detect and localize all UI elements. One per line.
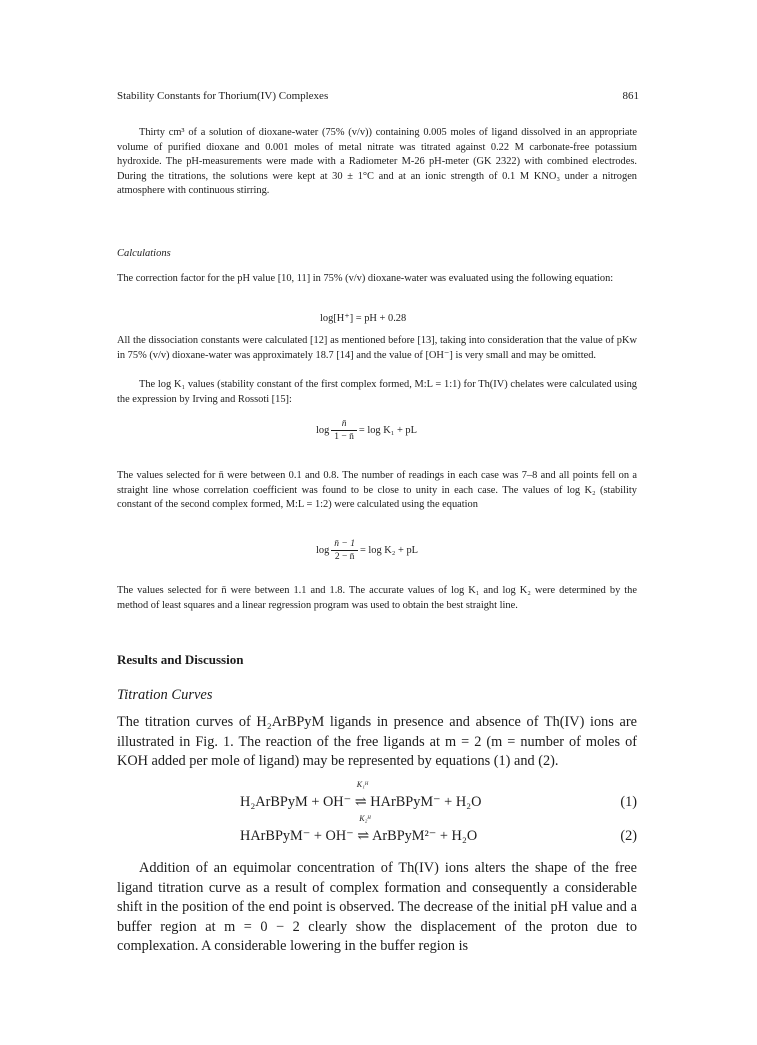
paragraph-thorium-addition: Addition of an equimolar concentration of Th(IV) ions alters the shape of the free ligand titration curve as a result of complex formation and consequently a considerable shift in the position of the end point is observed. The decrease of the initial pH value and a buffer region at m = 0 − 2 clearly show the displacement of the proton due to complexation. A considerable lowering in the buffer region is (117, 860, 637, 954)
running-title: Stability Constants for Thorium(IV) Complexes (117, 90, 329, 102)
paragraph-correction-factor: The correction factor for the pH value [10, 11] in 75% (v/v) dioxane-water was evaluated using the following equation: (117, 273, 614, 284)
paragraph-procedure: Thirty cm³ of a solution of dioxane-water (75% (v/v)) containing 0.005 moles of ligand dissolved in an appropriate volume of purified dioxane and 0.001 moles of metal nitrate was titrated against 0.22 M carbonate-free potassium hydroxide. The pH-measurements were made with a Radiometer M-26 pH-meter (GK 2322) with combined electrodes. During the titrations, the solutions were kept at 30 ± 1°C and at an ionic strength of 0.1 M KNO₃ under a nitrogen atmosphere with continuous stirring. (117, 127, 637, 196)
page-number: 861 (622, 90, 639, 102)
paragraph-titration: The titration curves of H₂ArBPyM ligands in presence and absence of Th(IV) ions are illustrated in Fig. 1. The reaction of the free ligands at m = 2 (m = number of moles of KOH added per mole of ligand) may be represented by equations (1) and (2). (117, 714, 637, 769)
equation-log-h: log[H⁺] = pH + 0.28 (320, 313, 407, 324)
reaction-equation-2: HArBPyM⁻ + OH⁻ K₂ᴴ ⇌ ArBPyM²⁻ + H₂O (2) (240, 814, 637, 844)
titration-heading: Titration Curves (117, 687, 213, 703)
paragraph-dissociation: All the dissociation constants were calculated [12] as mentioned before [13], taking into consideration that the value of pKw in 75% (v/v) dioxane-water was approximately 18.7 [14] and the value of [OH⁻] is very small and may be omitted. (117, 335, 637, 361)
paragraph-least-squares: The values selected for n̄ were between 1.1 and 1.8. The accurate values of log K₁ and log K₂ were determined by the method of least squares and a linear regression program was used to obtain the best straight line. (117, 585, 637, 611)
equation-k2: log $\frac{n̄ - 1}{2 - n̄}$ = log K₂ + pL (316, 539, 419, 562)
calculations-heading: Calculations (117, 248, 171, 259)
running-header (117, 90, 639, 102)
equation-k1: log $\frac{n̄}{1 - n̄}$ = log K₁ + pL (316, 419, 417, 442)
paragraph-log-k1: The log K₁ values (stability constant of the first complex formed, M:L = 1:1) for Th(IV) chelates were calculated using the expression by Irving and Rossoti [15]: (117, 379, 637, 405)
reaction-equation-1: H₂ArBPyM + OH⁻ K₁ᴴ ⇌ HArBPyM⁻ + H₂O (1) (240, 780, 637, 810)
results-heading: Results and Discussion (117, 652, 244, 667)
paragraph-readings: The values selected for n̄ were between 0.1 and 0.8. The number of readings in each case was 7–8 and all points fell on a straight line whose correlation coefficient was found to be close to unity in each case. The values of log K₂ (stability constant of the second complex formed, M:L = 1:2) were calculated using the equation (117, 470, 637, 510)
